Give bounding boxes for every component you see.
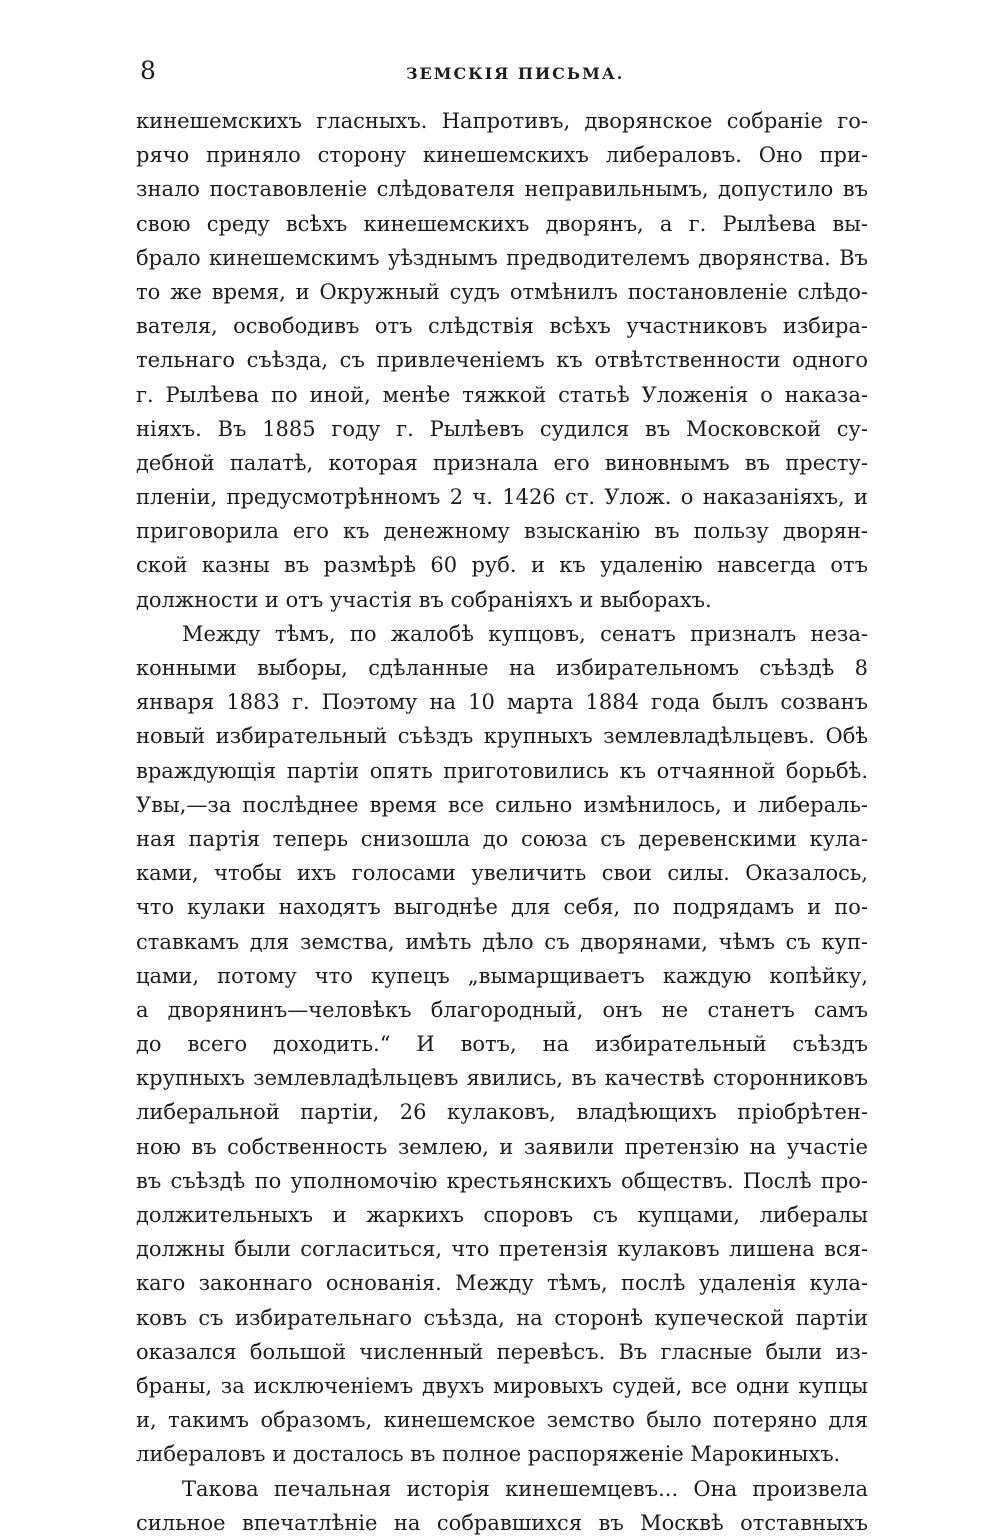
text-line: Между тѣмъ, по жалобѣ купцовъ, сенатъ призналъ неза- [182, 621, 868, 646]
text-line: Увы,—за послѣднее время все сильно измѣнилось, и либераль- [136, 792, 868, 817]
text-line: ковъ съ избирательнаго съѣзда, на сторонѣ купеческой партіи [136, 1305, 868, 1330]
text-line: вателя, освободивъ отъ слѣдствія всѣхъ участниковъ избира- [136, 314, 868, 339]
text-line: ніяхъ. Въ 1885 году г. Рылѣевъ судился въ Московской су- [136, 416, 868, 441]
text-line: должны были согласиться, что претензія кулаковъ лишена вся- [136, 1237, 868, 1262]
text-line: каго законнаго основанія. Между тѣмъ, послѣ удаленія кула- [136, 1271, 868, 1296]
text-line: приговорила его къ денежному взысканію въ пользу дворян- [136, 519, 868, 544]
text-line: ками, чтобы ихъ голосами увеличить свои силы. Оказалось, [136, 861, 868, 886]
text-line: браны, за исключеніемъ двухъ мировыхъ судей, все одни купцы [136, 1373, 868, 1398]
text-line: рячо приняло сторону кинешемскихъ либераловъ. Оно при- [136, 143, 868, 168]
text-line: г. Рылѣева по иной, менѣе тяжкой статьѣ Уложенія о наказа- [136, 382, 868, 407]
text-line: января 1883 г. Поэтому на 10 марта 1884 года былъ созванъ [136, 690, 868, 715]
text-line: ная партія теперь снизошла до союза съ деревенскими кула- [136, 826, 868, 851]
text-line: должительныхъ и жаркихъ споровъ съ купцами, либералы [136, 1203, 868, 1227]
text-line: дебной палатѣ, которая признала его виновнымъ въ престу- [136, 450, 868, 475]
text-line: а дворянинъ—человѣкъ благородный, онъ не станетъ самъ [136, 997, 868, 1022]
text-line: цами, потому что купецъ „вымарщиваетъ каждую копѣйку, [136, 963, 868, 988]
text-line: Такова печальная исторія кинешемцевъ... Она произвела [182, 1476, 868, 1501]
text-line: брало кинешемскимъ уѣзднымъ предводителемъ дворянства. Въ [136, 245, 868, 270]
text-line: тельнаго съѣзда, съ привлеченіемъ къ отвѣтственности одного [136, 348, 868, 373]
text-line: что кулаки находятъ выгоднѣе для себя, по подрядамъ и по- [136, 895, 868, 920]
text-line: враждующія партіи опять приготовились къ отчаянной борьбѣ. [136, 758, 868, 783]
text-line: крупныхъ землевладѣльцевъ явились, въ качествѣ сторонниковъ [136, 1066, 868, 1091]
body-text [136, 104, 868, 1540]
text-line: ною въ собственность землею, и заявили претензію на участіе [136, 1134, 868, 1159]
text-line: въ съѣздѣ по уполномочію крестьянскихъ обществъ. Послѣ про- [136, 1168, 868, 1193]
page-number: 8 [140, 56, 156, 85]
text-line: ской казны въ размѣрѣ 60 руб. и къ удаленію навсегда отъ [136, 553, 868, 578]
text-line: свою среду всѣхъ кинешемскихъ дворянъ, а г. Рылѣева вы- [136, 211, 868, 236]
page-header [138, 56, 868, 90]
text-line: ставкамъ для земства, имѣть дѣло съ дворянами, чѣмъ съ куп- [136, 929, 868, 954]
text-line: либераловъ и досталось въ полное распоряженіе Марокиныхъ. [136, 1442, 841, 1467]
text-line: и, такимъ образомъ, кинешемское земство было потеряно для [136, 1408, 868, 1433]
running-title: ЗЕМСКІЯ ПИСЬМА. [406, 64, 625, 83]
text-line: конными выборы, сдѣланные на избирательномъ съѣздѣ 8 [136, 656, 868, 680]
text-line: либеральной партіи, 26 кулаковъ, владѣющихъ пріобрѣтен- [136, 1100, 868, 1125]
text-line: до всего доходить.“ И вотъ, на избирательный съѣздъ [136, 1032, 868, 1057]
text-line: новый избирательный съѣздъ крупныхъ землевладѣльцевъ. Обѣ [136, 724, 868, 749]
text-line: пленіи, предусмотрѣнномъ 2 ч. 1426 ст. Улож. о наказаніяхъ, и [136, 485, 868, 510]
text-line: знало поставовленіе слѣдователя неправильнымъ, допустило въ [136, 177, 868, 202]
text-line: должности и отъ участія въ собраніяхъ и выборахъ. [136, 587, 712, 612]
text-line: оказался большой численный перевѣсъ. Въ гласные были из- [136, 1339, 868, 1364]
text-line: кинешемскихъ гласныхъ. Напротивъ, дворянское собраніе го- [136, 109, 868, 133]
text-line: то же время, и Окружный судъ отмѣнилъ постановленіе слѣдо- [136, 279, 868, 304]
text-line: сильное впечатлѣніе на собравшихся въ Москвѣ отставныхъ [136, 1510, 868, 1535]
